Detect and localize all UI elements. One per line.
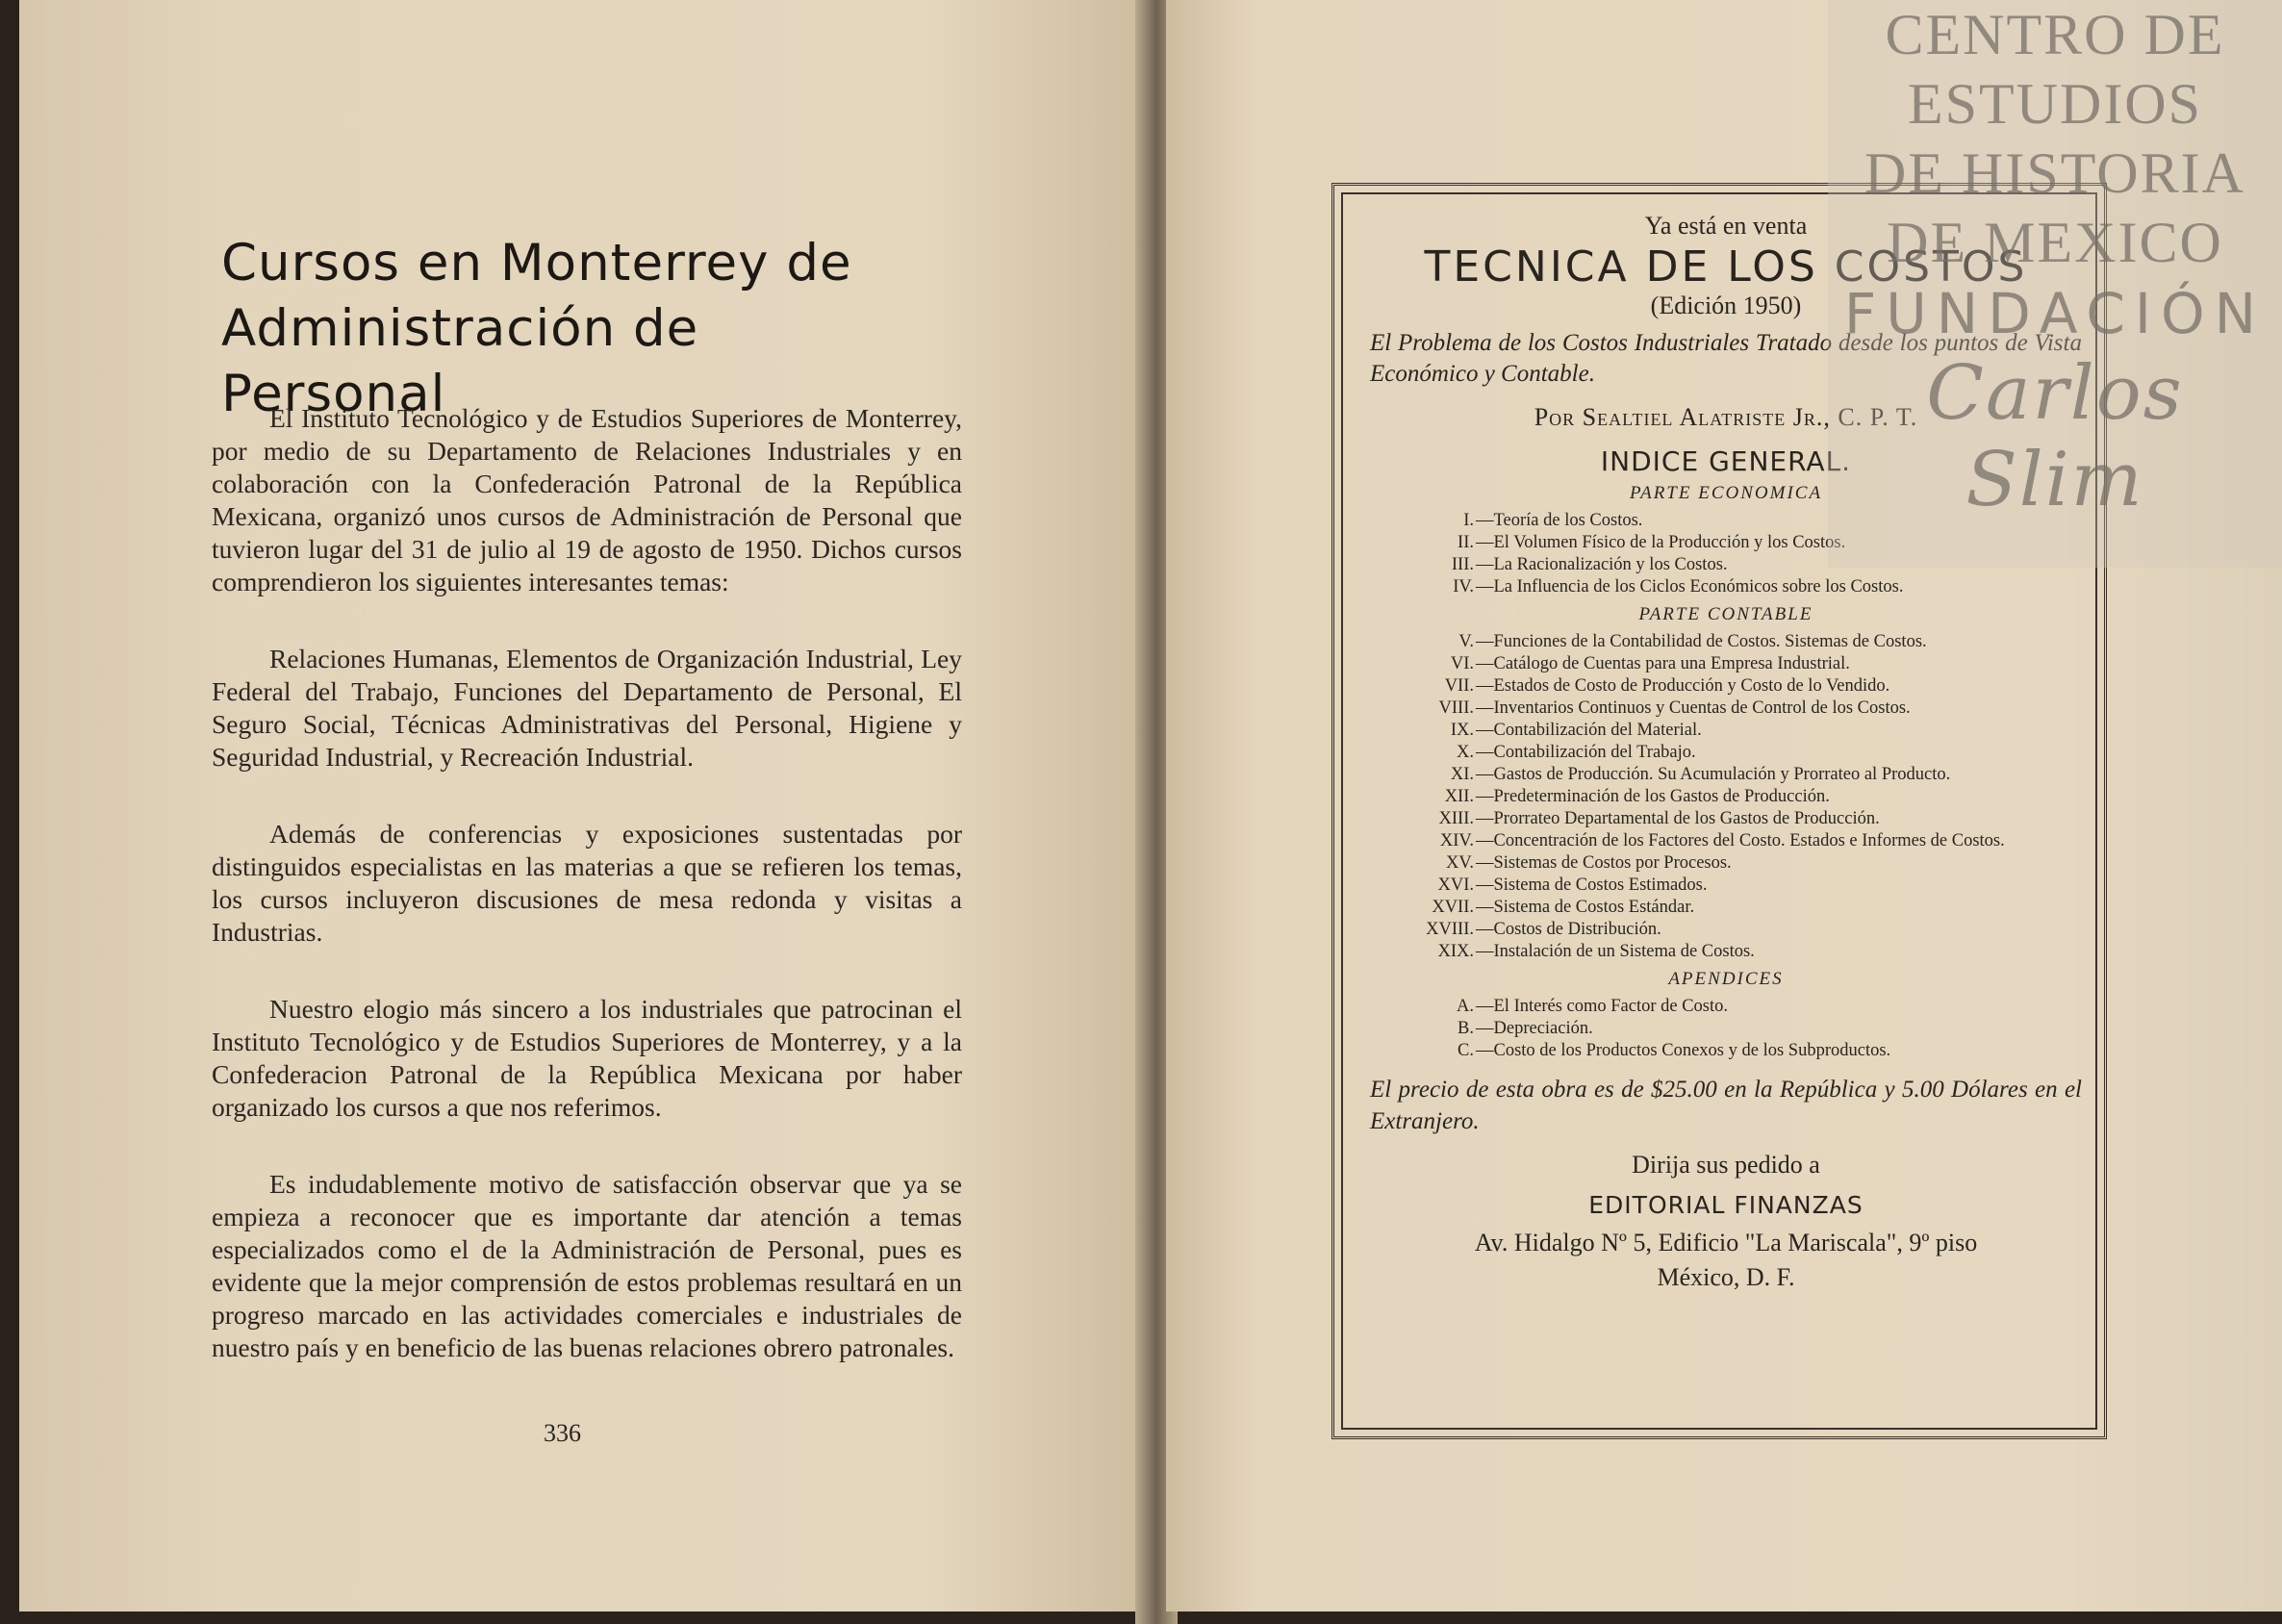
book-title: TECNICA DE LOS COSTOS <box>1424 242 2028 292</box>
toc-item-number: VII. <box>1444 676 1474 696</box>
watermark-line: ESTUDIOS <box>1907 72 2202 136</box>
toc-item-number: XVIII. <box>1426 920 1474 939</box>
toc-part-heading: PARTE ECONOMICA <box>1629 483 1823 503</box>
toc-item-title: —Sistema de Costos Estimados. <box>1476 875 1708 895</box>
toc-item-title: —Sistema de Costos Estándar. <box>1476 898 1695 917</box>
toc-item-title: —La Influencia de los Ciclos Económicos sobre los Costos. <box>1476 577 1904 596</box>
order-note: Dirija sus pedido a <box>1632 1151 1820 1179</box>
toc-item-title: —Teoría de los Costos. <box>1476 511 1643 530</box>
article-paragraph: Nuestro elogio más sincero a los industriales que patrocinan el Instituto Tecnológico y de Estudios Superiores de Monterrey, y a la Confederacion Patronal de la República Mexicana por haber organizado los cursos a que nos referimos. <box>212 994 962 1122</box>
publisher-city: México, D. F. <box>1657 1263 1795 1291</box>
toc-item-number: XVII. <box>1432 898 1474 917</box>
watermark-foundation: FUNDACIÓN <box>1843 281 2267 346</box>
toc-part-heading: PARTE CONTABLE <box>1638 604 1813 624</box>
toc-item <box>1370 698 2082 720</box>
toc-item <box>1370 631 2082 653</box>
watermark-line: DE HISTORIA <box>1864 141 2245 205</box>
toc-item <box>1370 875 2082 897</box>
publisher-address: Av. Hidalgo Nº 5, Edificio "La Mariscala", 9º piso <box>1474 1229 1978 1256</box>
toc-item-title: —Contabilización del Material. <box>1476 721 1702 740</box>
article-body <box>212 402 962 1408</box>
toc-item-number: V. <box>1458 632 1474 651</box>
toc-item-title: —Concentración de los Factores del Costo. Estados e Informes de Costos. <box>1476 831 2005 850</box>
toc-item-number: C. <box>1458 1041 1474 1060</box>
page-number: 336 <box>544 1419 581 1447</box>
toc-item-title: —La Racionalización y los Costos. <box>1476 555 1728 574</box>
article-paragraph: Es indudablemente motivo de satisfacción observar que ya se empieza a reconocer que es importante dar atención a temas especializados como el de la Administración de Personal, pues es evidente que la mejor comprensión de estos problemas resultará en un progreso marcado en las actividades comerciales e industriales de nuestro país y en beneficio de las buenas relaciones obrero patronales. <box>212 1169 962 1362</box>
toc-item-title: —Gastos de Producción. Su Acumulación y Prorrateo al Producto. <box>1476 765 1951 784</box>
toc-part-heading: APENDICES <box>1668 969 1784 989</box>
toc-item-title: —Sistemas de Costos por Procesos. <box>1476 853 1732 873</box>
book-subtitle: El Problema de los Costos Industriales Tratado desde los puntos de Vista Económico y Contable. <box>1370 330 2082 387</box>
toc-item <box>1370 764 2082 786</box>
toc-item-number: B. <box>1458 1019 1474 1038</box>
toc-list <box>1370 631 2082 963</box>
toc-item-number: A. <box>1457 997 1474 1016</box>
price-note: El precio de esta obra es de $25.00 en la República y 5.00 Dólares en el Extranjero. <box>1370 1077 2082 1134</box>
toc-item <box>1370 653 2082 675</box>
left-page <box>19 0 1147 1611</box>
toc-item <box>1370 786 2082 808</box>
toc-item-title: —Depreciación. <box>1476 1019 1593 1038</box>
toc-item-number: III. <box>1451 555 1474 574</box>
article-paragraph: Relaciones Humanas, Elementos de Organización Industrial, Ley Federal del Trabajo, Funciones del Departamento de Personal, El Seguro Social, Técnicas Administrativas del Personal, Higiene y Seguridad Industrial, y Recreación Industrial. <box>212 644 962 772</box>
archive-watermark <box>1828 0 2282 568</box>
toc-item-title: —Instalación de un Sistema de Costos. <box>1476 942 1755 961</box>
book-author: Por Sealtiel Alatriste Jr., C. P. T. <box>1534 403 1918 431</box>
toc-item <box>1370 720 2082 742</box>
toc-item <box>1370 830 2082 852</box>
toc-item-number: II. <box>1458 533 1474 552</box>
toc-item-number: XV. <box>1446 853 1474 873</box>
toc-item-title: —Funciones de la Contabilidad de Costos. Sistemas de Costos. <box>1476 632 1927 651</box>
toc-item-number: VIII. <box>1438 698 1474 718</box>
toc-item <box>1370 996 2082 1018</box>
toc-item <box>1370 852 2082 875</box>
toc-item-number: XIV. <box>1439 831 1474 850</box>
toc-item-title: —Contabilización del Trabajo. <box>1476 743 1696 762</box>
book-edition: (Edición 1950) <box>1650 292 1802 319</box>
toc-item-number: XII. <box>1444 787 1474 806</box>
toc-item-title: —El Interés como Factor de Costo. <box>1476 997 1729 1016</box>
toc-item-number: I. <box>1463 511 1474 530</box>
toc-item <box>1370 919 2082 941</box>
toc-item-number: XVI. <box>1437 875 1474 895</box>
toc-item <box>1370 1018 2082 1040</box>
publisher-name: EDITORIAL FINANZAS <box>1588 1191 1864 1219</box>
toc-item-number: VI. <box>1450 654 1474 673</box>
toc-item-title: —Estados de Costo de Producción y Costo de lo Vendido. <box>1476 676 1890 696</box>
toc-item-title: —Costo de los Productos Conexos y de los Subproductos. <box>1476 1041 1891 1060</box>
toc-item <box>1370 941 2082 963</box>
watermark-line: CENTRO DE <box>1885 3 2225 66</box>
toc-item-number: X. <box>1457 743 1474 762</box>
toc-item-title: —Costos de Distribución. <box>1476 920 1661 939</box>
watermark-line: DE MEXICO <box>1887 211 2223 274</box>
table-of-contents <box>1370 483 2082 1062</box>
article-paragraph: El Instituto Tecnológico y de Estudios Superiores de Monterrey, por medio de su Departamento de Relaciones Industriales y en colaboración con la Confederación Patronal de la República Mexicana, organizó unos cursos de Administración de Personal que tuvieron lugar del 31 de julio al 19 de agosto de 1950. Dichos cursos comprendieron los siguientes interesantes temas: <box>212 403 962 596</box>
watermark-signature: Carlos Slim <box>1926 350 2184 523</box>
toc-item-number: XIX. <box>1437 942 1474 961</box>
article-title-line-2: Administración de Personal <box>221 299 699 423</box>
article-paragraph: Además de conferencias y exposiciones sustentadas por distinguidos especialistas en las materias a que se refieren los temas, los cursos incluyeron discusiones de mesa redonda y visitas a Industrias. <box>212 819 962 947</box>
toc-item <box>1370 742 2082 764</box>
toc-item-title: —Predeterminación de los Gastos de Producción. <box>1476 787 1830 806</box>
toc-item-number: IX. <box>1450 721 1474 740</box>
toc-item-number: XIII. <box>1438 809 1474 828</box>
toc-item-number: IV. <box>1453 577 1474 596</box>
toc-item-title: —El Volumen Físico de la Producción y los Costos. <box>1476 533 1846 552</box>
toc-item-title: —Prorrateo Departamental de los Gastos de Producción. <box>1476 809 1880 828</box>
toc-item <box>1370 576 2082 598</box>
toc-item-title: —Catálogo de Cuentas para una Empresa Industrial. <box>1476 654 1850 673</box>
toc-item <box>1370 897 2082 919</box>
index-heading: INDICE GENERAL. <box>1600 445 1852 477</box>
article-title-line-1: Cursos en Monterrey de <box>221 234 852 292</box>
toc-item <box>1370 1040 2082 1062</box>
ad-kicker: Ya está en venta <box>1644 212 1808 240</box>
article-title <box>221 231 914 427</box>
toc-item-number: XI. <box>1450 765 1474 784</box>
toc-item <box>1370 808 2082 830</box>
toc-list <box>1370 996 2082 1062</box>
toc-item-title: —Inventarios Continuos y Cuentas de Control de los Costos. <box>1476 698 1911 718</box>
toc-item <box>1370 675 2082 698</box>
